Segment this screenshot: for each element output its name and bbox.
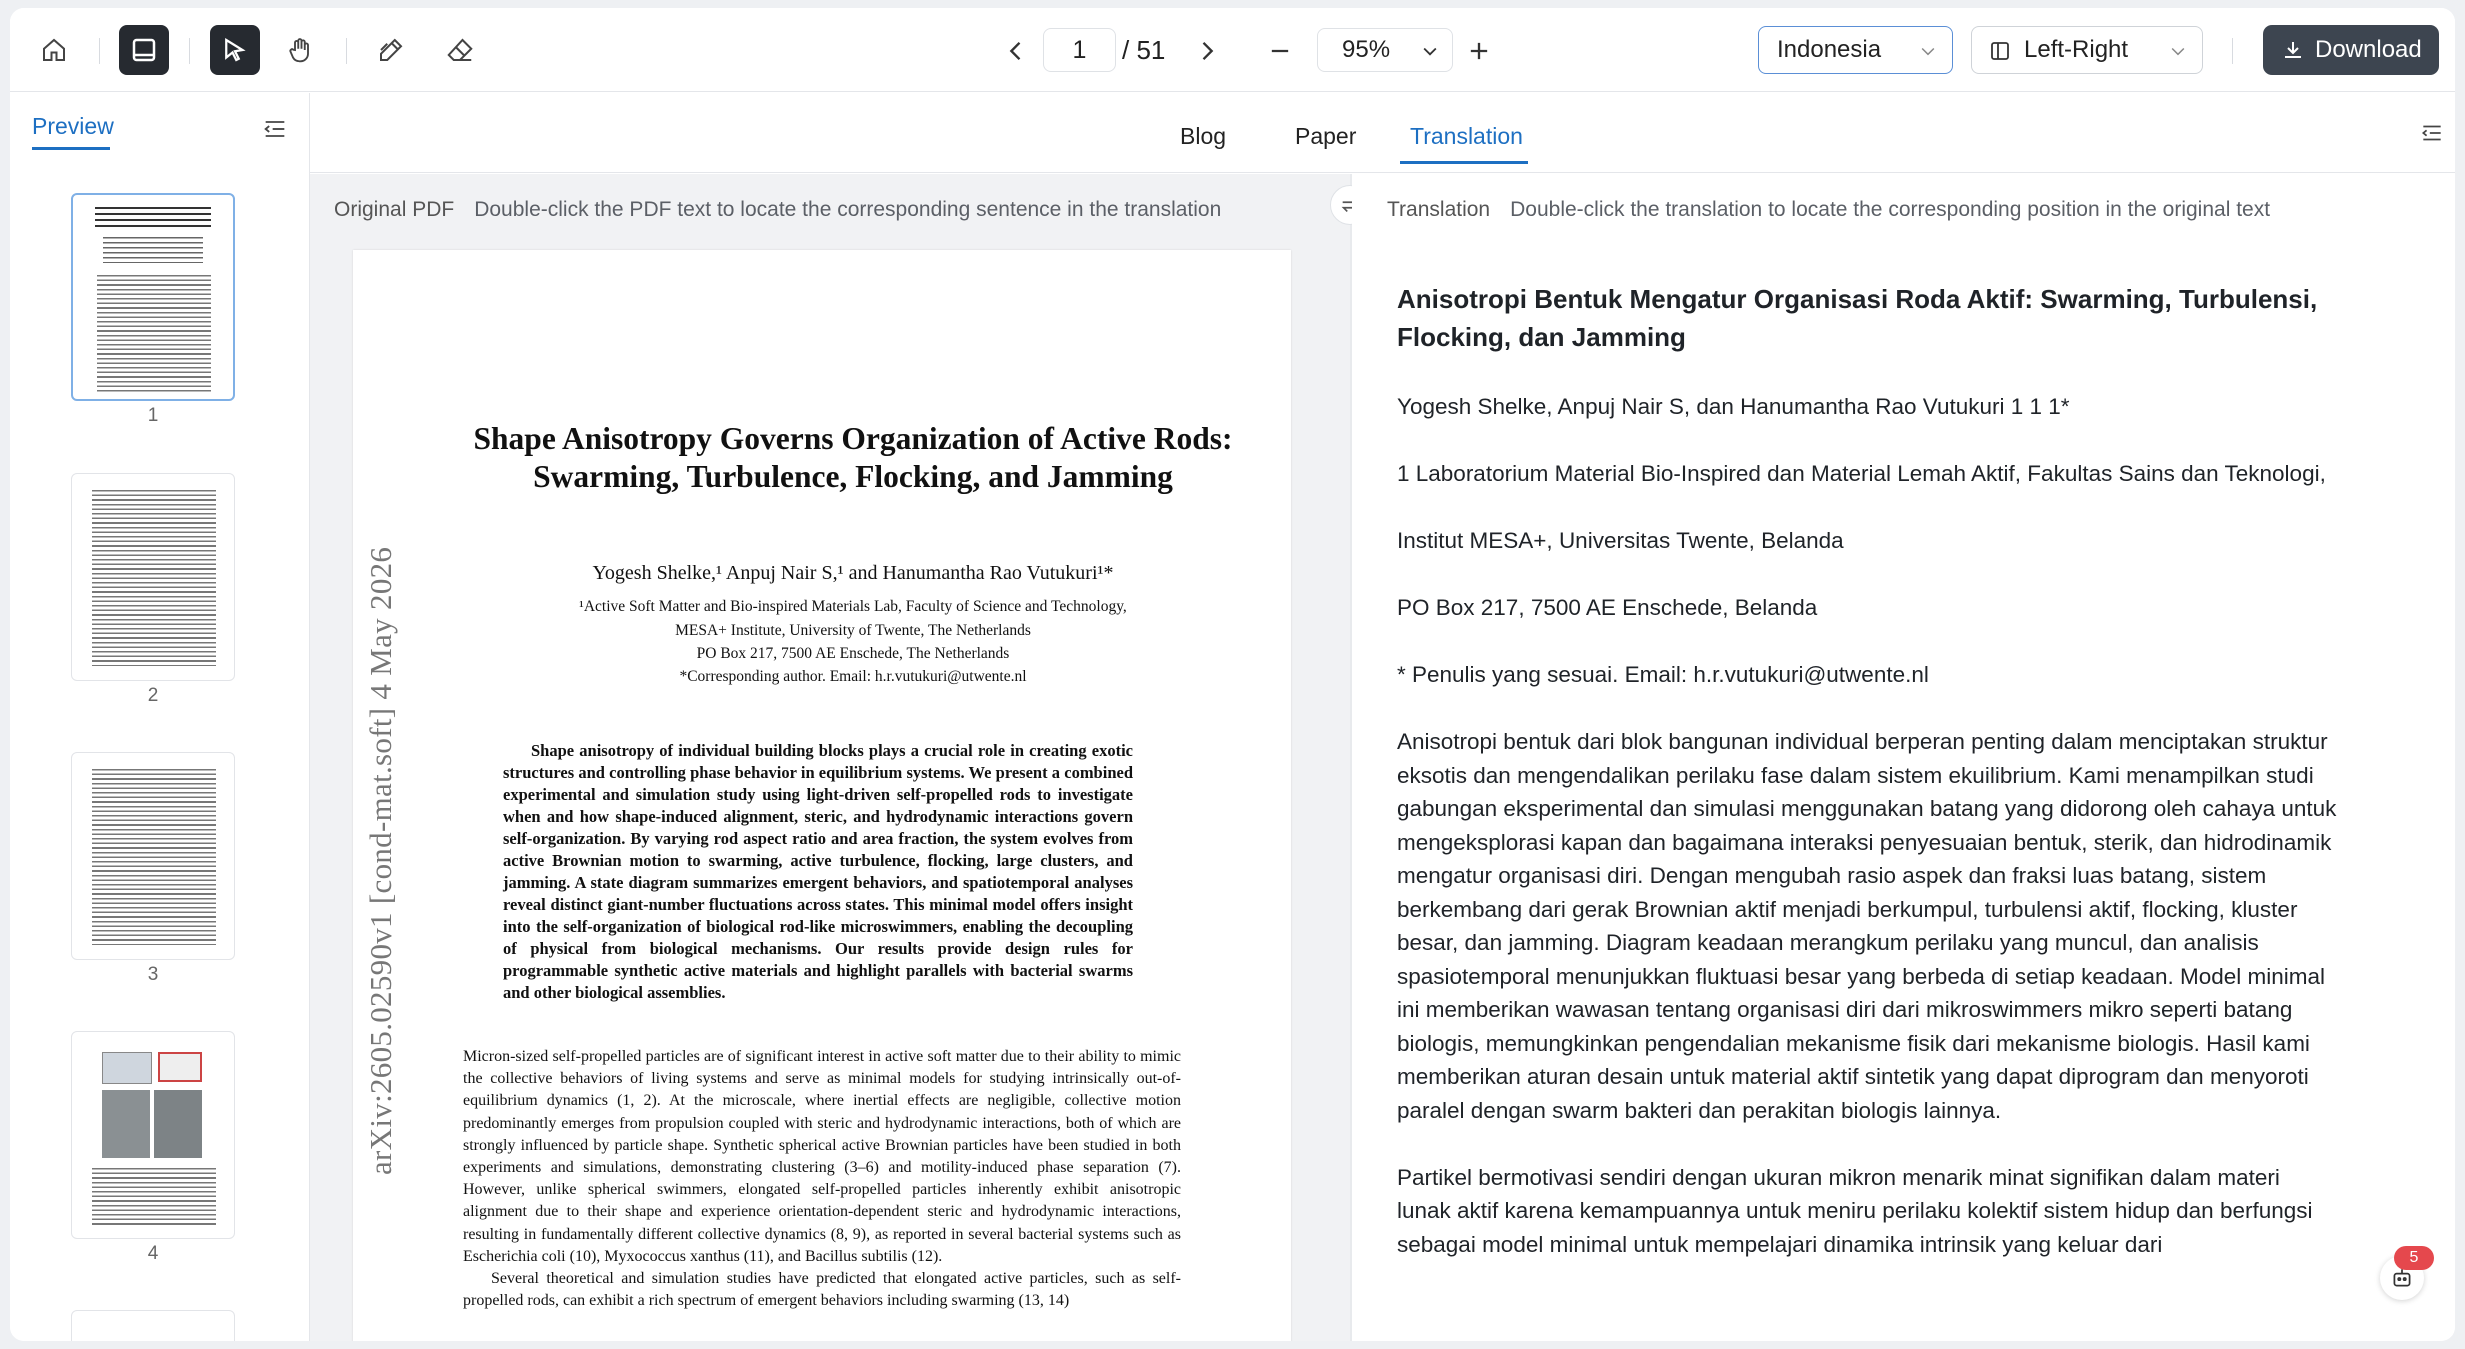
home-button[interactable]	[29, 25, 79, 75]
language-select[interactable]	[1758, 26, 1953, 74]
toolbar-divider	[2232, 38, 2233, 64]
pdf-pane-header	[334, 198, 1221, 222]
view-tabs	[310, 93, 2455, 173]
page-total: / 51	[1122, 35, 1166, 65]
chevron-down-icon	[1918, 41, 1938, 61]
select-tool-button[interactable]	[210, 25, 260, 75]
paper-paragraph: Several theoretical and simulation studies have predicted that elongated active particles, such as self-propelled rods, can exhibit a rich spectrum of emergent behaviors including swarming (13, 14)	[463, 1270, 1181, 1310]
toolbar-divider	[346, 38, 347, 64]
download-button[interactable]	[2263, 25, 2439, 75]
translation-paragraph: Yogesh Shelke, Anpuj Nair S, dan Hanumantha Rao Vutukuri 1 1 1*	[1397, 394, 2070, 419]
paper-authors: Yogesh Shelke,¹ Anpuj Nair S,¹ and Hanumantha Rao Vutukuri¹*	[592, 562, 1114, 584]
collapse-icon[interactable]	[2418, 120, 2446, 146]
tab-paper[interactable]: Paper	[1295, 123, 1357, 149]
minus-icon[interactable]	[1266, 37, 1294, 65]
layout-value: Left-Right	[2024, 36, 2129, 63]
thumbnail-text-lines	[92, 769, 216, 945]
eraser-button[interactable]	[435, 25, 485, 75]
app-window	[10, 8, 2455, 1341]
paper-title: Shape Anisotropy Governs Organization of Active Rods: Swarming, Turbulence, Flocking, and Jamming	[473, 421, 1233, 494]
toolbar-divider	[189, 38, 190, 64]
page-thumbnail-3[interactable]	[71, 752, 235, 960]
thumbnail-text-lines	[92, 1168, 216, 1228]
chevron-right-icon[interactable]	[1193, 37, 1221, 65]
language-value: Indonesia	[1777, 36, 1882, 63]
translation-content[interactable]	[1397, 280, 2337, 1295]
translation-paragraph: PO Box 217, 7500 AE Enschede, Belanda	[1397, 595, 1818, 620]
paper-body	[463, 1046, 1181, 1312]
page-thumbnail-4[interactable]	[71, 1031, 235, 1239]
active-tab-indicator	[1400, 161, 1528, 164]
tab-translation[interactable]: Translation	[1410, 123, 1523, 149]
pdf-pane-label: Original PDF	[334, 198, 455, 221]
page-thumbnail-5[interactable]	[71, 1310, 235, 1341]
translation-paragraph: * Penulis yang sesuai. Email: h.r.vutukuri@utwente.nl	[1397, 662, 1929, 687]
eraser-icon	[445, 35, 475, 65]
notification-badge: 5	[2394, 1246, 2434, 1270]
original-pdf-pane[interactable]	[310, 174, 1350, 1341]
paper-affiliation: ¹Active Soft Matter and Bio-inspired Materials Lab, Faculty of Science and Technology,	[579, 598, 1127, 615]
translation-paragraph: Anisotropi bentuk dari blok bangunan individual berperan penting dalam menciptakan struktur eksotis dan mengendalikan perilaku fase dalam sistem ekuilibrium. Kami menampilkan studi gabungan eksperimental dan simulasi menggunakan batang yang didorong oleh cahaya untuk mengeksplorasi kapan dan bagaimana interaksi penyesuaian bentuk, sterik, dan hidrodinamik mengatur organisasi diri. Dengan mengubah rasio aspek dan fraksi luas batang, sistem berkembang dari gerak Brownian aktif menjadi berkumpul, turbulensi aktif, flocking, kluster besar, dan jamming. Diagram keadaan merangkum perilaku yang muncul, dan analisis spasiotemporal menunjukkan fluktuasi besar yang berbeda di setiap keadaan. Model minimal ini memberikan wawasan tentang organisasi diri dari mikroswimmers mikro seperti batang biologis, memungkinkan pengendalian mekanisme fisik dari mekanisme biologis. Hasil kami memberikan aturan desain untuk material aktif sintetik yang dapat diprogram dan menyoroti paralel dengan swarm bakteri dan perakitan biologis lainnya.	[1397, 729, 2337, 1123]
thumbnail-number: 3	[147, 964, 159, 985]
translation-paragraph: Institut MESA+, Universitas Twente, Belanda	[1397, 528, 1844, 553]
pen-icon	[376, 35, 406, 65]
columns-icon	[1988, 39, 2012, 63]
annotate-button[interactable]	[366, 25, 416, 75]
zoom-select[interactable]	[1317, 28, 1453, 72]
paper-abstract: Shape anisotropy of individual building blocks plays a crucial role in creating exotic structures and controlling phase behavior in equilibrium systems. We present a combined experimental and simulation study using light-driven self-propelled rods to investigate when and how shape-induced alignment, steric, and hydrodynamic interactions govern self-organization. By varying rod aspect ratio and area fraction, the system evolves from active Brownian motion to swarming, active turbulence, flocking, large clusters, and jamming. A state diagram summarizes emergent behaviors, and spatiotemporal analyses reveal distinct giant-number fluctuations across states. This minimal model offers insight into the self-organization of biological rod-like microswimmers, enabling the decoupling of physical from biological mechanisms. Our results provide design rules for programmable synthetic active materials and highlight parallels with bacterial swarms and other biological assemblies.	[503, 741, 1133, 1002]
translation-pane-header	[1387, 198, 2270, 222]
chevron-down-icon	[1420, 41, 1440, 61]
translation-paragraph: 1 Laboratorium Material Bio-Inspired dan Material Lemah Aktif, Fakultas Sains dan Teknologi,	[1397, 461, 2326, 486]
home-icon	[39, 35, 69, 65]
page-thumbnail-1[interactable]	[71, 193, 235, 401]
thumbnail-number: 4	[147, 1243, 159, 1264]
collapse-icon[interactable]	[260, 115, 290, 143]
translation-pane[interactable]	[1352, 174, 2455, 1341]
tab-blog[interactable]: Blog	[1180, 123, 1227, 149]
preview-tab-indicator	[32, 147, 110, 150]
thumbnail-figure	[158, 1052, 202, 1082]
cursor-icon	[220, 35, 250, 65]
pdf-page[interactable]	[353, 250, 1291, 1341]
thumbnail-text-lines	[92, 490, 216, 666]
download-icon	[2281, 38, 2305, 62]
translation-pane-hint: Double-click the translation to locate the corresponding position in the original text	[1510, 198, 2271, 221]
hand-icon	[285, 35, 315, 65]
panel-toggle-button[interactable]	[119, 25, 169, 75]
chevron-down-icon	[2168, 41, 2188, 61]
layout-select[interactable]	[1971, 26, 2203, 74]
thumbnail-number: 1	[147, 405, 159, 426]
pdf-pane-hint: Double-click the PDF text to locate the corresponding sentence in the translation	[474, 198, 1222, 221]
corresponding-author: *Corresponding author. Email: h.r.vutukuri@utwente.nl	[679, 668, 1027, 685]
toolbar	[10, 8, 2455, 92]
paper-paragraph: Micron-sized self-propelled particles are of significant interest in active soft matter due to their ability to mimic the collective behaviors of living systems and serve as minimal models for studying intrinsically out-of-equilibrium dynamics (1, 2). At the microscale, where inertial effects are negligible, collective motion predominantly emerges from propulsion coupled with steric and hydrodynamic interactions, both of which are strongly influenced by particle shape. Synthetic spherical active Brownian particles have been studied in both experiments and simulations, demonstrating clustering (3–6) and motility-induced phase separation (7). However, unlike spherical swimmers, elongated self-propelled particles inherently exhibit anisotropic alignment due to their shape and experience orientation-dependent steric and hydrodynamic interactions, resulting in fundamentally different collective dynamics (8, 9), as reported in several bacterial systems such as Escherichia coli (10), Myxococcus xanthus (11), and Bacillus subtilis (12).	[463, 1048, 1181, 1265]
preview-sidebar	[10, 93, 310, 1341]
translation-pane-label: Translation	[1387, 198, 1491, 221]
thumbnail-author-lines	[103, 237, 203, 263]
page-thumbnail-2[interactable]	[71, 473, 235, 681]
thumbnail-list[interactable]	[10, 193, 310, 1341]
plus-icon[interactable]	[1465, 37, 1493, 65]
paper-affiliation: MESA+ Institute, University of Twente, The Netherlands	[675, 622, 1031, 639]
panel-icon	[129, 35, 159, 65]
translation-title: Anisotropi Bentuk Mengatur Organisasi Roda Aktif: Swarming, Turbulensi, Flocking, dan Jamming	[1397, 284, 2318, 352]
thumbnail-number: 2	[147, 685, 159, 706]
translation-paragraph: Partikel bermotivasi sendiri dengan ukuran mikron menarik minat signifikan dalam materi lunak aktif karena kemampuannya untuk meniru perilaku kolektif sistem hidup dan berfungsi sebagai model minimal untuk mempelajari dinamika intrinsik yang keluar dari	[1397, 1164, 2313, 1257]
thumbnail-title-lines	[95, 207, 211, 227]
download-label: Download	[2315, 36, 2422, 63]
thumbnail-figure	[102, 1052, 152, 1084]
page-number-input[interactable]: 1	[1043, 28, 1116, 72]
paper-affiliation: PO Box 217, 7500 AE Enschede, The Netherlands	[696, 645, 1010, 662]
thumbnail-text-lines	[97, 275, 211, 393]
arxiv-stamp: arXiv:2605.02590v1 [cond-mat.soft] 4 May 2026	[363, 546, 398, 1175]
hand-tool-button[interactable]	[275, 25, 325, 75]
toolbar-divider	[99, 38, 100, 64]
preview-tab[interactable]: Preview	[32, 113, 114, 139]
zoom-value: 95%	[1342, 36, 1391, 63]
thumbnail-figure	[102, 1090, 202, 1158]
chevron-left-icon[interactable]	[1002, 37, 1030, 65]
